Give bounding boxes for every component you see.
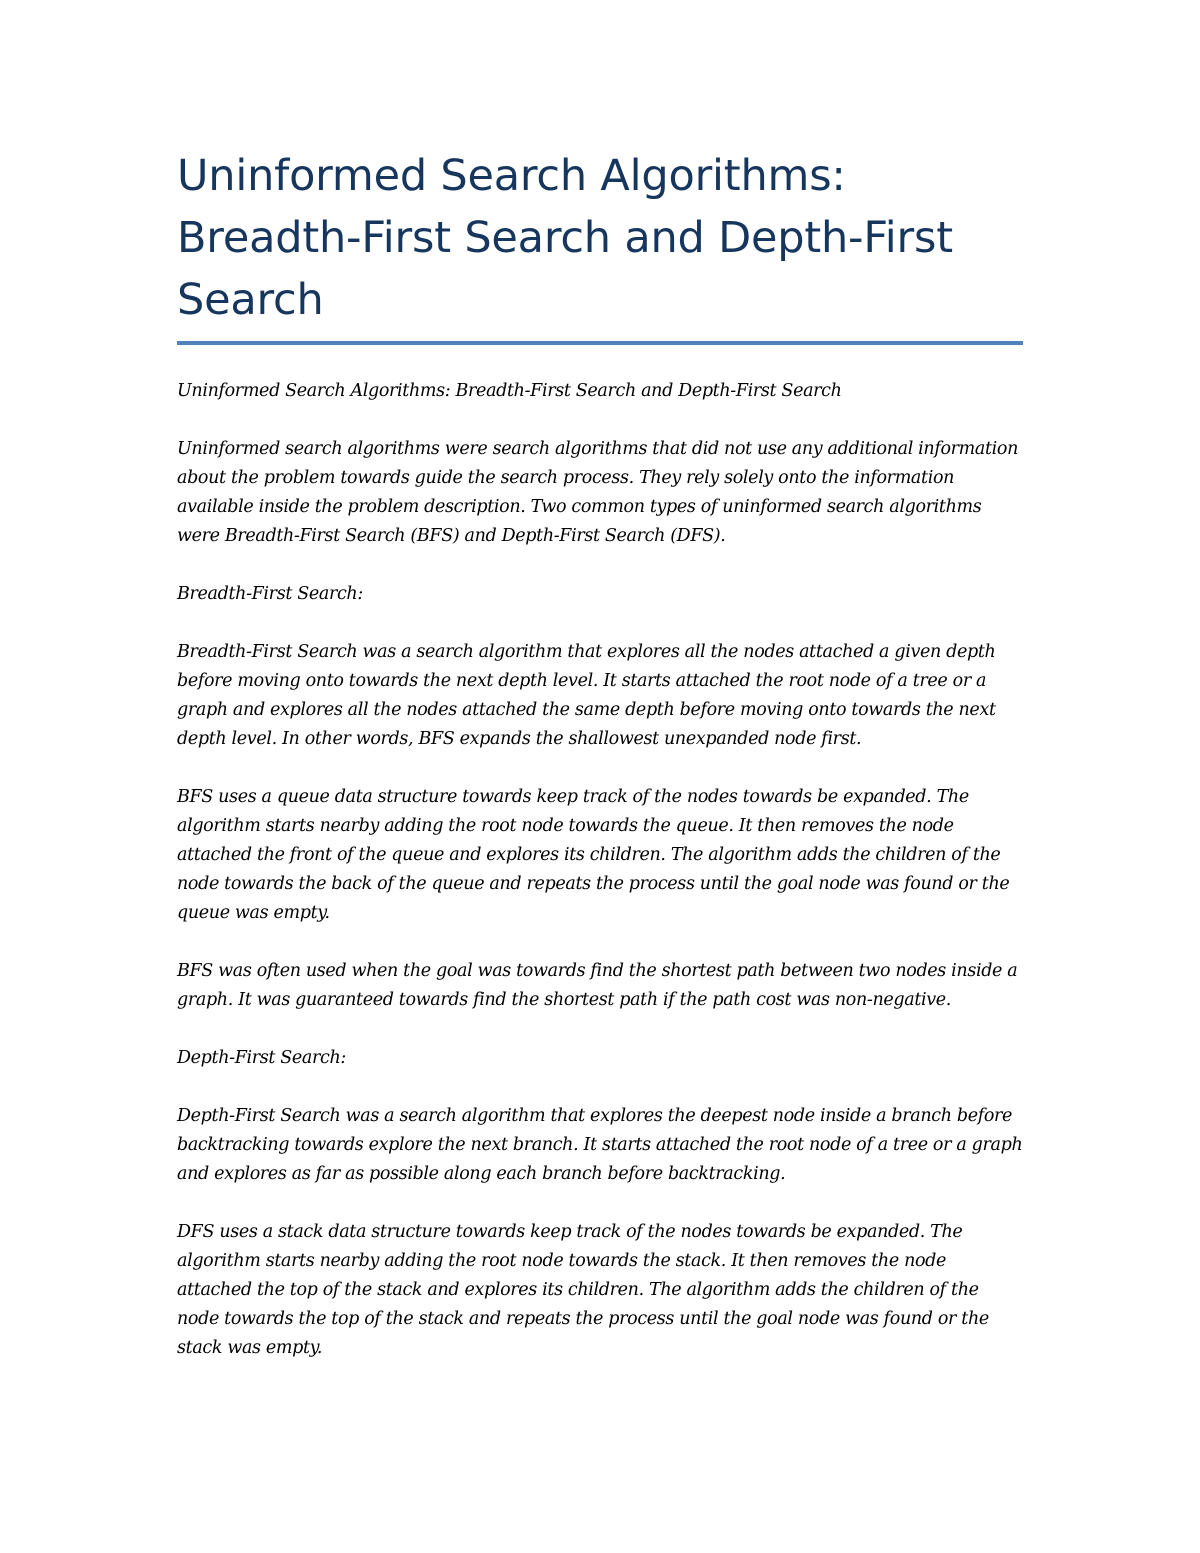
bfs-paragraph-3: BFS was often used when the goal was towards find the shortest path between two nodes inside a graph. It was guaranteed towards find the shortest path if the path cost was non-negative.: [177, 961, 1018, 1010]
document-title: Uninformed Search Algorithms: Breadth-First Search and Depth-First Search: [177, 151, 953, 325]
bfs-paragraph-1: Breadth-First Search was a search algorithm that explores all the nodes attached a given depth before moving onto towards the next depth level. It starts attached the root node of a tree or a graph and explores all the nodes attached the same depth before moving onto towards the next depth level. In other words, BFS expands the shallowest unexpanded node first.: [177, 642, 996, 749]
title-underline-rule: [177, 341, 1023, 345]
document-body: [177, 377, 1023, 1363]
subtitle-paragraph: Uninformed Search Algorithms: Breadth-First Search and Depth-First Search: [177, 381, 842, 401]
dfs-paragraph-1: Depth-First Search was a search algorithm that explores the deepest node inside a branch before backtracking towards explore the next branch. It starts attached the root node of a tree or a graph and explores as far as possible along each branch before backtracking.: [177, 1106, 1023, 1184]
document-content: [177, 145, 1023, 1392]
bfs-paragraph-2: BFS uses a queue data structure towards keep track of the nodes towards be expanded. The algorithm starts nearby adding the root node towards the queue. It then removes the node attached the front of the queue and explores its children. The algorithm adds the children of the node towards the back of the queue and repeats the process until the goal node was found or the queue was empty.: [177, 787, 1010, 923]
bfs-heading: Breadth-First Search:: [177, 584, 363, 604]
intro-paragraph: Uninformed search algorithms were search algorithms that did not use any additional information about the problem towards guide the search process. They rely solely onto the information available inside the problem description. Two common types of uninformed search algorithms were Breadth-First Search (BFS) and Depth-First Search (DFS).: [177, 439, 1019, 546]
dfs-heading: Depth-First Search:: [177, 1048, 346, 1068]
dfs-paragraph-2: DFS uses a stack data structure towards keep track of the nodes towards be expanded. The algorithm starts nearby adding the root node towards the stack. It then removes the node attached the top of the stack and explores its children. The algorithm adds the children of the node towards the top of the stack and repeats the process until the goal node was found or the stack was empty.: [177, 1222, 989, 1358]
